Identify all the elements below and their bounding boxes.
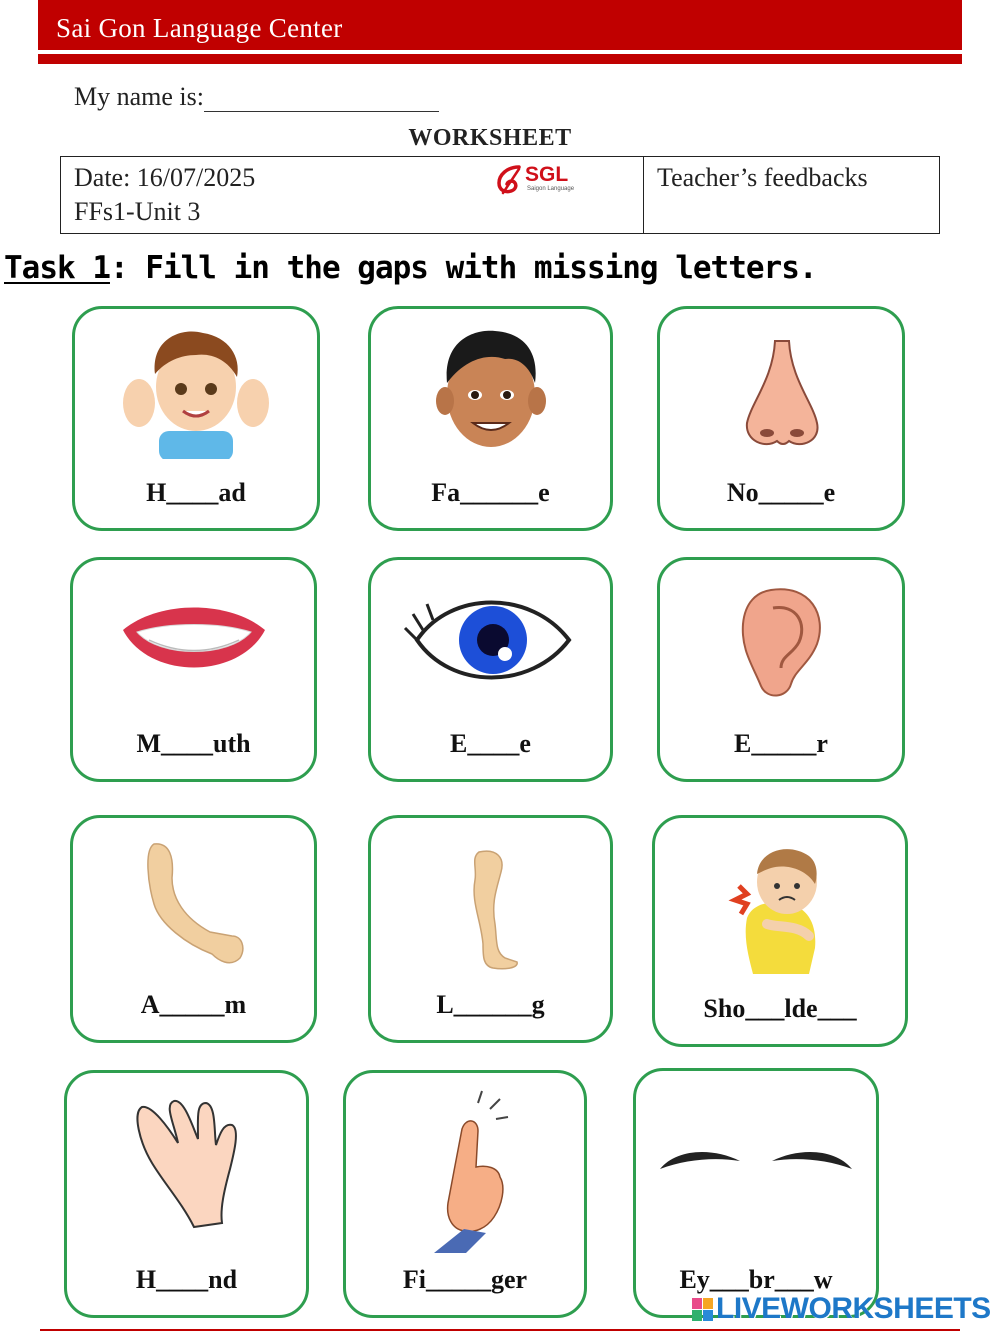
card-label: Ey___br___w <box>679 1265 833 1294</box>
unit-text: FFs1-Unit 3 <box>74 197 201 226</box>
card-label: H____nd <box>135 1265 238 1294</box>
header-divider <box>38 54 962 64</box>
task-heading <box>4 250 817 286</box>
liveworksheets-logo-icon <box>692 1298 714 1322</box>
card-label: No_____e <box>726 478 836 507</box>
arm-icon <box>114 828 274 978</box>
card-eyebrow[interactable] <box>633 1068 879 1318</box>
sgl-logo-icon <box>493 163 527 197</box>
mouth-icon <box>109 570 279 710</box>
liveworksheets-watermark <box>692 1292 992 1326</box>
card-label: Fa______e <box>431 478 550 507</box>
card-leg[interactable] <box>368 815 613 1043</box>
logo-text: SGL <box>525 163 569 186</box>
head-icon <box>111 319 281 459</box>
shoulder-icon <box>705 828 855 978</box>
header-bar <box>38 0 962 50</box>
name-blank[interactable] <box>204 87 439 112</box>
card-head[interactable] <box>72 306 320 531</box>
leg-icon <box>421 828 561 978</box>
task-instruction: : Fill in the gaps with missing letters. <box>109 250 817 286</box>
hand-icon <box>112 1083 262 1233</box>
info-left-cell <box>61 157 644 233</box>
card-label: E____e <box>450 729 531 758</box>
ear-icon <box>711 570 851 710</box>
card-hand[interactable] <box>64 1070 309 1318</box>
card-label: E_____r <box>734 729 828 758</box>
face-icon <box>421 319 561 459</box>
card-label: L______g <box>436 990 545 1019</box>
card-face[interactable] <box>368 306 613 531</box>
card-label: Sho___lde___ <box>703 994 857 1023</box>
card-shoulder[interactable] <box>652 815 908 1047</box>
liveworksheets-text: LIVEWORKSHEETS <box>716 1292 991 1325</box>
card-label: M____uth <box>136 729 251 758</box>
worksheet-title: WORKSHEET <box>408 125 572 151</box>
card-eye[interactable] <box>368 557 613 782</box>
card-finger[interactable] <box>343 1070 587 1318</box>
sgl-logo <box>493 161 588 197</box>
name-label: My name is: <box>74 82 204 111</box>
card-label: Fi_____ger <box>402 1265 528 1294</box>
card-label: H____ad <box>146 478 246 507</box>
center-name: Sai Gon Language Center <box>56 13 343 43</box>
logo-subtext: Saigon Language <box>527 186 575 192</box>
footer-divider <box>40 1329 960 1331</box>
info-table <box>60 156 940 234</box>
card-label: A_____m <box>140 990 247 1019</box>
finger-icon <box>390 1083 540 1253</box>
task-number: Task 1 <box>4 250 110 286</box>
card-ear[interactable] <box>657 557 905 782</box>
card-arm[interactable] <box>70 815 317 1043</box>
card-mouth[interactable] <box>70 557 317 782</box>
nose-icon <box>711 319 851 459</box>
card-nose[interactable] <box>657 306 905 531</box>
name-line <box>74 82 439 112</box>
date-text: Date: 16/07/2025 <box>74 163 256 192</box>
eyebrow-icon <box>656 1131 856 1191</box>
feedback-label: Teacher’s feedbacks <box>657 163 868 192</box>
eye-icon <box>401 570 581 710</box>
